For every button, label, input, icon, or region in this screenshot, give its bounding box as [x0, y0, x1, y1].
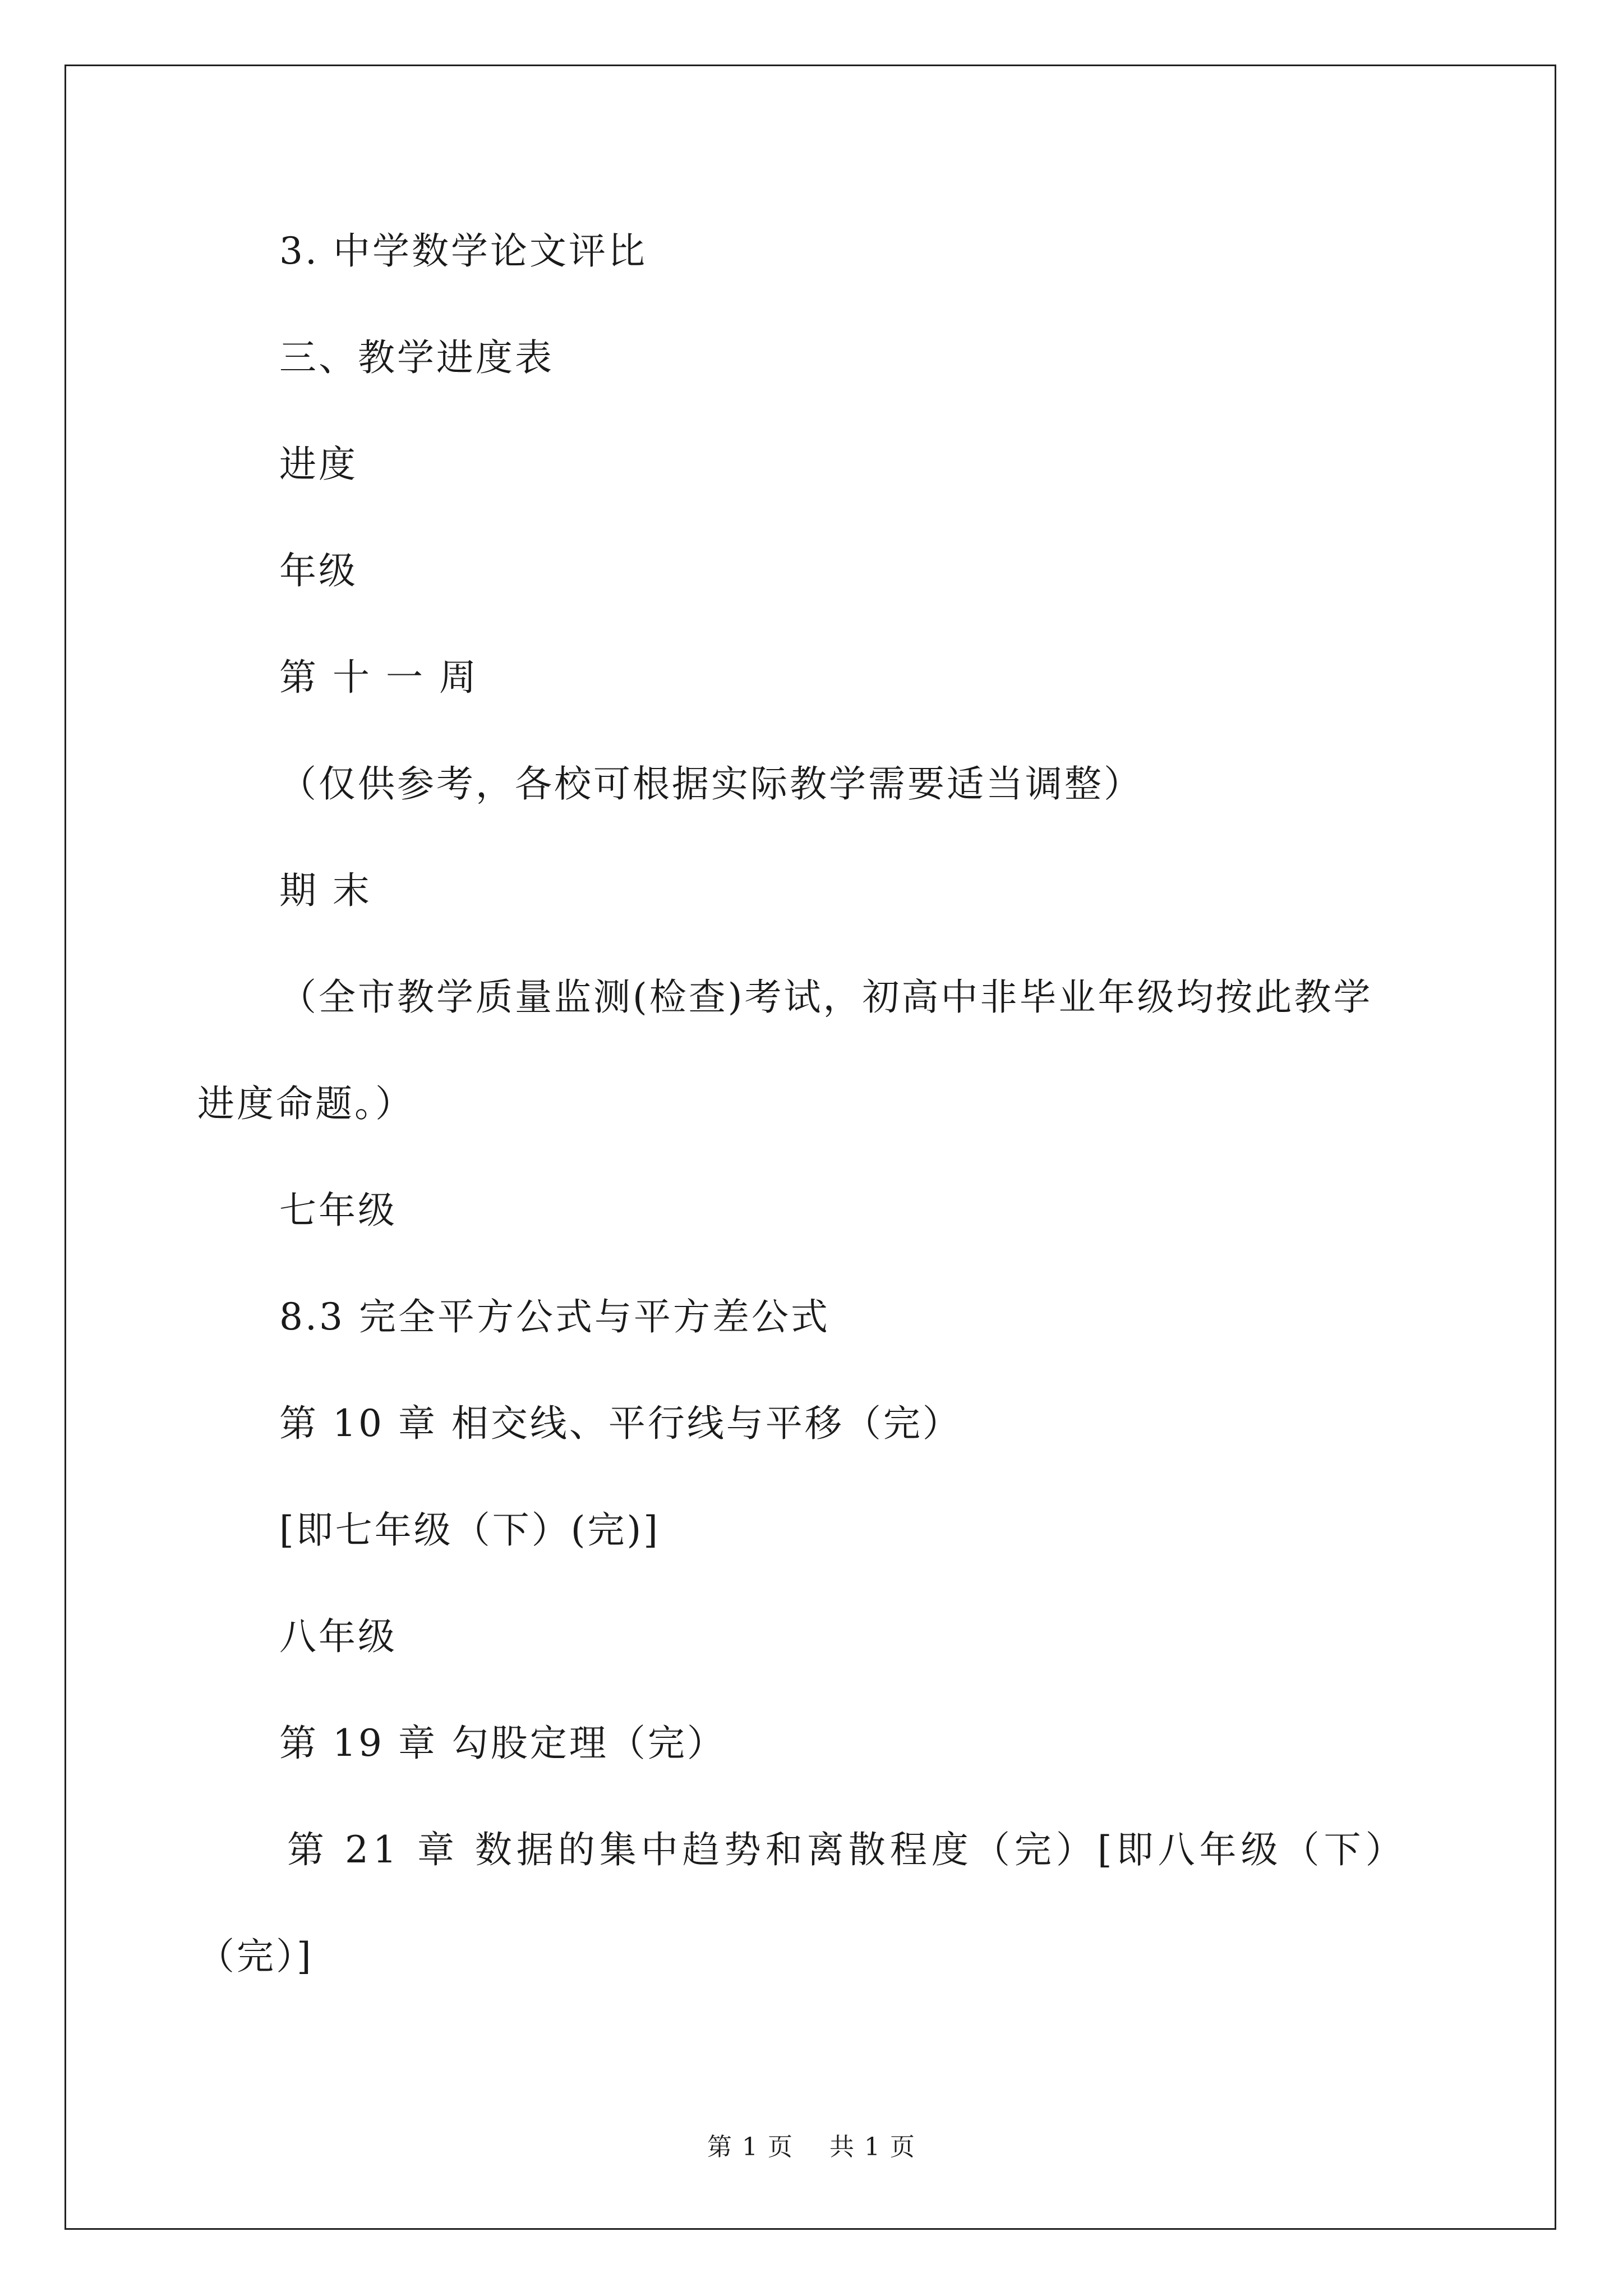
page-footer: 第 1 页 共 1 页 — [707, 2133, 916, 2161]
paragraph-section-8-3: 8.3 完全平方公式与平方差公式 — [279, 1295, 830, 1338]
paragraph-final-term: 期 末 — [279, 869, 372, 912]
page-border — [64, 65, 1556, 2230]
paragraph-exam-note-cont: 进度命题。） — [197, 1082, 414, 1125]
paragraph-chapter-21: 第 21 章 数据的集中趋势和离散程度（完）[即八年级（下） — [287, 1828, 1407, 1871]
paragraph-grade-seven-complete: [即七年级（下）(完)] — [279, 1508, 660, 1552]
paragraph-week-eleven: 第 十 一 周 — [279, 656, 478, 699]
paragraph-grade: 年级 — [279, 549, 358, 592]
paragraph-chapter-19: 第 19 章 勾股定理（完） — [279, 1722, 726, 1765]
paragraph-essay-contest: 3. 中学数学论文评比 — [279, 229, 647, 273]
paragraph-chapter-21-cont: （完）] — [197, 1935, 313, 1978]
paragraph-grade-seven: 七年级 — [279, 1189, 397, 1232]
paragraph-chapter-10: 第 10 章 相交线、平行线与平移（完） — [279, 1402, 962, 1445]
paragraph-progress: 进度 — [279, 443, 358, 486]
paragraph-reference-note: （仅供参考，各校可根据实际教学需要适当调整） — [279, 762, 1143, 806]
section-heading-schedule: 三、教学进度表 — [279, 336, 554, 379]
paragraph-exam-note: （全市教学质量监测(检查)考试，初高中非毕业年级均按此教学 — [279, 976, 1373, 1019]
paragraph-grade-eight: 八年级 — [279, 1615, 397, 1658]
